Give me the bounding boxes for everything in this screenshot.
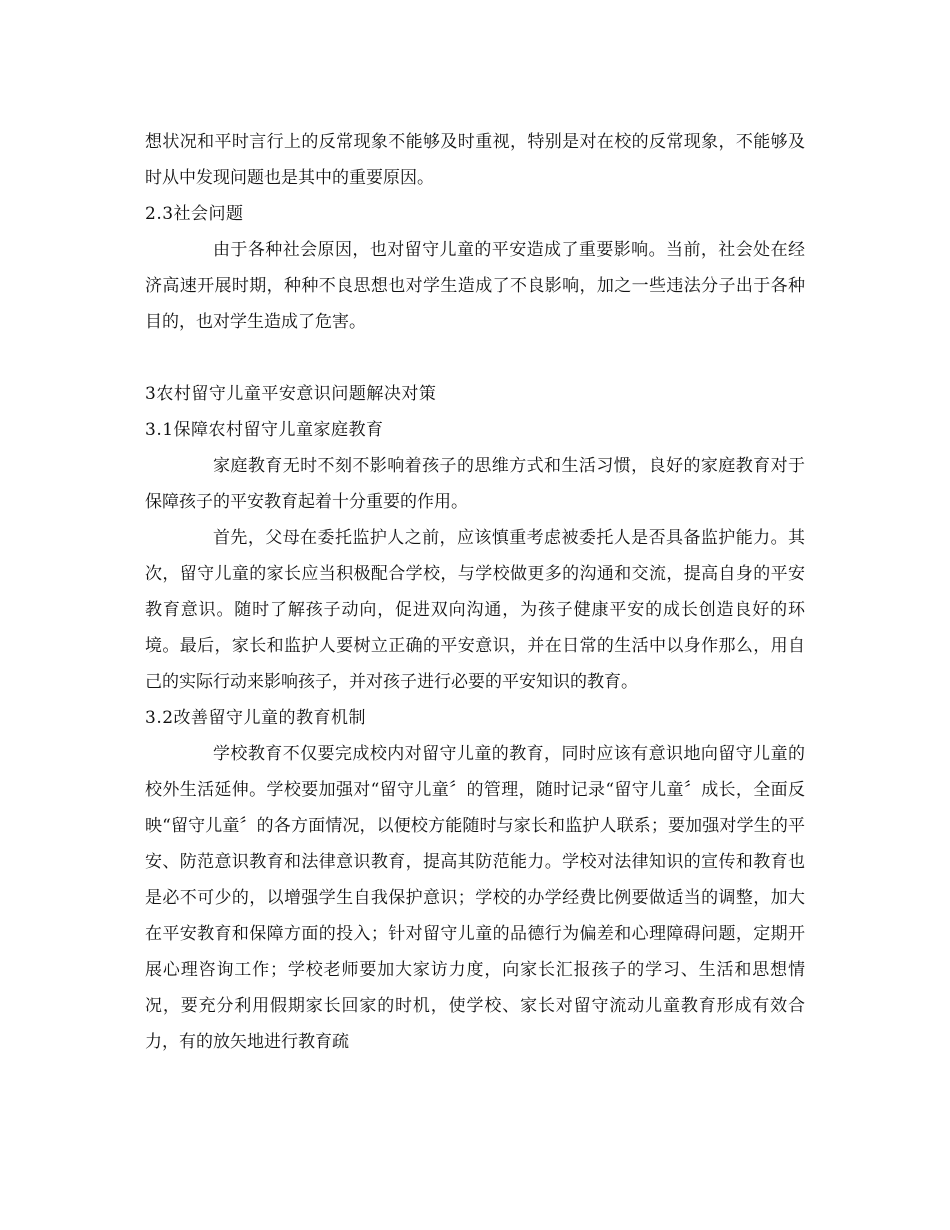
section-heading-2-3: 2.3社会问题 [145, 204, 244, 224]
section-heading-3-1: 3.1保障农村留守儿童家庭教育 [145, 420, 384, 440]
paragraph-continued: 想状况和平时言行上的反常现象不能够及时重视，特别是对在校的反常现象，不能够及时从中发现问题也是其中的重要原因。 [145, 132, 805, 188]
document-body [145, 124, 805, 1060]
section-gap [145, 340, 805, 376]
paragraph-social-issues: 由于各种社会原因，也对留守儿童的平安造成了重要影响。当前，社会处在经济高速开展时期，种种不良思想也对学生造成了不良影响，加之一些违法分子出于各种目的，也对学生造成了危害。 [145, 240, 805, 332]
paragraph-parent-guidance: 首先，父母在委托监护人之前，应该慎重考虑被委托人是否具备监护能力。其次，留守儿童的家长应当积极配合学校，与学校做更多的沟通和交流，提高自身的平安教育意识。随时了解孩子动向，促进双向沟通，为孩子健康平安的成长创造良好的环境。最后，家长和监护人要树立正确的平安意识，并在日常的生活中以身作那么，用自己的实际行动来影响孩子，并对孩子进行必要的平安知识的教育。 [145, 528, 805, 692]
paragraph-school-mechanism: 学校教育不仅要完成校内对留守儿童的教育，同时应该有意识地向留守儿童的校外生活延伸。学校要加强对“留守儿童〞的管理，随时记录“留守儿童〞成长，全面反映“留守儿童〞的各方面情况，以便校方能随时与家长和监护人联系；要加强对学生的平安、防范意识教育和法律意识教育，提高其防范能力。学校对法律知识的宣传和教育也是必不可少的，以增强学生自我保护意识；学校的办学经费比例要做适当的调整，加大在平安教育和保障方面的投入；针对留守儿童的品德行为偏差和心理障碍问题，定期开展心理咨询工作；学校老师要加大家访力度，向家长汇报孩子的学习、生活和思想情况，要充分利用假期家长回家的时机，使学校、家长对留守流动儿童教育形成有效合力，有的放矢地进行教育疏 [145, 744, 805, 1052]
paragraph-family-education: 家庭教育无时不刻不影响着孩子的思维方式和生活习惯，良好的家庭教育对于保障孩子的平安教育起着十分重要的作用。 [145, 456, 805, 512]
section-heading-3: 3农村留守儿童平安意识问题解决对策 [145, 384, 437, 404]
section-heading-3-2: 3.2改善留守儿童的教育机制 [145, 708, 367, 728]
